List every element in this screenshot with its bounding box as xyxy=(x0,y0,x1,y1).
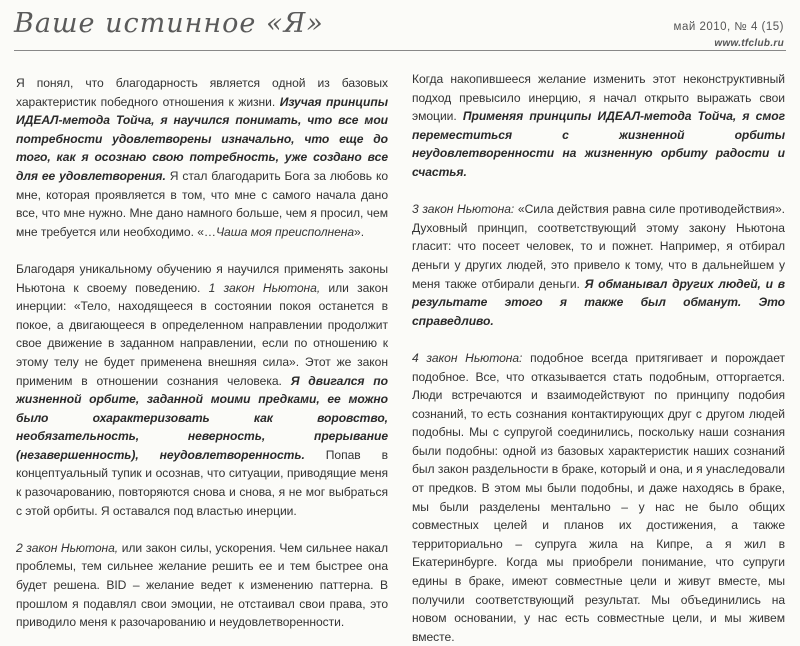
emphasis-text: Я обманывал других людей, и в результате этого я также был обманут. Это справедливо. xyxy=(412,276,785,328)
paragraph-newton-law-2 xyxy=(16,539,388,632)
law-title: 1 закон Ньютона, xyxy=(208,280,321,295)
law-title: 2 закон Ньютона, xyxy=(16,540,119,555)
website-link[interactable]: www.tfclub.ru xyxy=(714,38,784,49)
text-run: Попав в концептуальный тупик и осознав, что ситуации, приводящие меня к разочарованию, повторяются снова и снова, я не мог выбраться с этой орбиты. Я оставался под властью инерции. xyxy=(16,447,388,518)
text-run: «Сила действия равна силе противодействия». Духовный принцип, соответствующий этому закону Ньютона гласит: что посеет человек, то и пожнет. Например, я отбирал деньги у других людей, это привело к тому, что в дальнейшем у меня также отбирали деньги. xyxy=(412,202,785,291)
text-run: Я понял, что благодарность является одной из базовых характеристик победного отношения к жизни. xyxy=(16,76,388,109)
quote-italic: Чаша моя преисполнена xyxy=(215,224,355,239)
text-run: или закон инерции: «Тело, находящееся в состоянии покоя останется в покое, а двигающееся в определенном направлении продолжит свое движение в заданном направлении, если по отношению к этому телу не будет применена внешняя сила». Этот же закон применим в отношении сознания человека. xyxy=(16,280,388,388)
left-column xyxy=(16,74,388,632)
paragraph-gratitude xyxy=(16,74,388,241)
right-column xyxy=(412,70,785,646)
paragraph-newton-law-4 xyxy=(412,349,785,646)
text-run: подобное всегда притягивает и порождает подобное. Все, что отказывается стать подобным, отторгается. Люди встречаются и взаимодействуют по принципу подобия сознаний, то есть сознания контактирующих друг с другом людей подобны. Мы с супругой соединились, поскольку наши сознания были подобны: одной из базовых характеристик наших сознаний был закон раздельности в браке, который и она, и я унаследовали от предков. В этом мы были подобны, и даже находясь в браке, мы были разделены ментально – у нас не было общих совместных целей и планов их достижения, а также территориально – супруга жила на Кипре, а я жил в Екатеринбурге. Когда мы приобрели понимание, что супруги едины в браке, имеют совместные цели и живут вместе, мы получили соответствующий результат. Мы объединились на новом основании, у нас есть совместные цели, и мы живем вместе. xyxy=(412,350,785,644)
law-title: 3 закон Ньютона: xyxy=(412,202,515,217)
text-run: или закон силы, ускорения. Чем сильнее накал проблемы, тем сильнее желание решить ее и тем быстрее она будет решена. BID – желание ведет к изменению паттерна. В прошлом я подавлял свои эмоции, не отстаивал свои права, это приводило меня к разочарованию и неудовлетворенности. xyxy=(16,540,388,630)
text-run: Когда накопившееся желание изменить этот неконструктивный подход превысило инерцию, я начал открыто выражать свои эмоции. xyxy=(412,72,785,124)
masthead-title: Ваше истинное «Я» xyxy=(14,8,324,39)
emphasis-text: Изучая принципы ИДЕАЛ-метода Тойча, я научился понимать, что все мои потребности удовлетворены изначально, что еще до того, как я осознаю свою потребность, уже создано все для ее удовлетворения. xyxy=(16,94,388,183)
text-run: ». xyxy=(354,224,365,239)
law-title: 4 закон Ньютона: xyxy=(412,350,523,365)
paragraph-newton-law-1 xyxy=(16,260,388,520)
emphasis-text: Я двигался по жизненной орбите, заданной моими предками, ее можно было охарактеризовать как воровство, необязательность, неверность, прерывание (незавершенность), неудовлетворенность. xyxy=(16,373,388,462)
paragraph-newton-law-3 xyxy=(412,200,785,330)
emphasis-text: Применяя принципы ИДЕАЛ-метода Тойча, я смог переместиться с жизненной орбиты неудовлетворенности на жизненную орбиту радости и счастья. xyxy=(412,109,785,179)
issue-info: май 2010, № 4 (15) xyxy=(673,21,784,33)
text-run: Благодаря уникальному обучению я научился применять законы Ньютона к своему поведению. xyxy=(16,261,388,295)
header-divider xyxy=(14,50,786,51)
paragraph-change xyxy=(412,70,785,182)
text-run: Я стал благодарить Бога за любовь ко мне, которая проявляется в том, что мне с самого начала дано все, что мне нужно. Мне дано намного больше, чем я просил, чем мне требуется или необходимо. «… xyxy=(16,168,388,239)
